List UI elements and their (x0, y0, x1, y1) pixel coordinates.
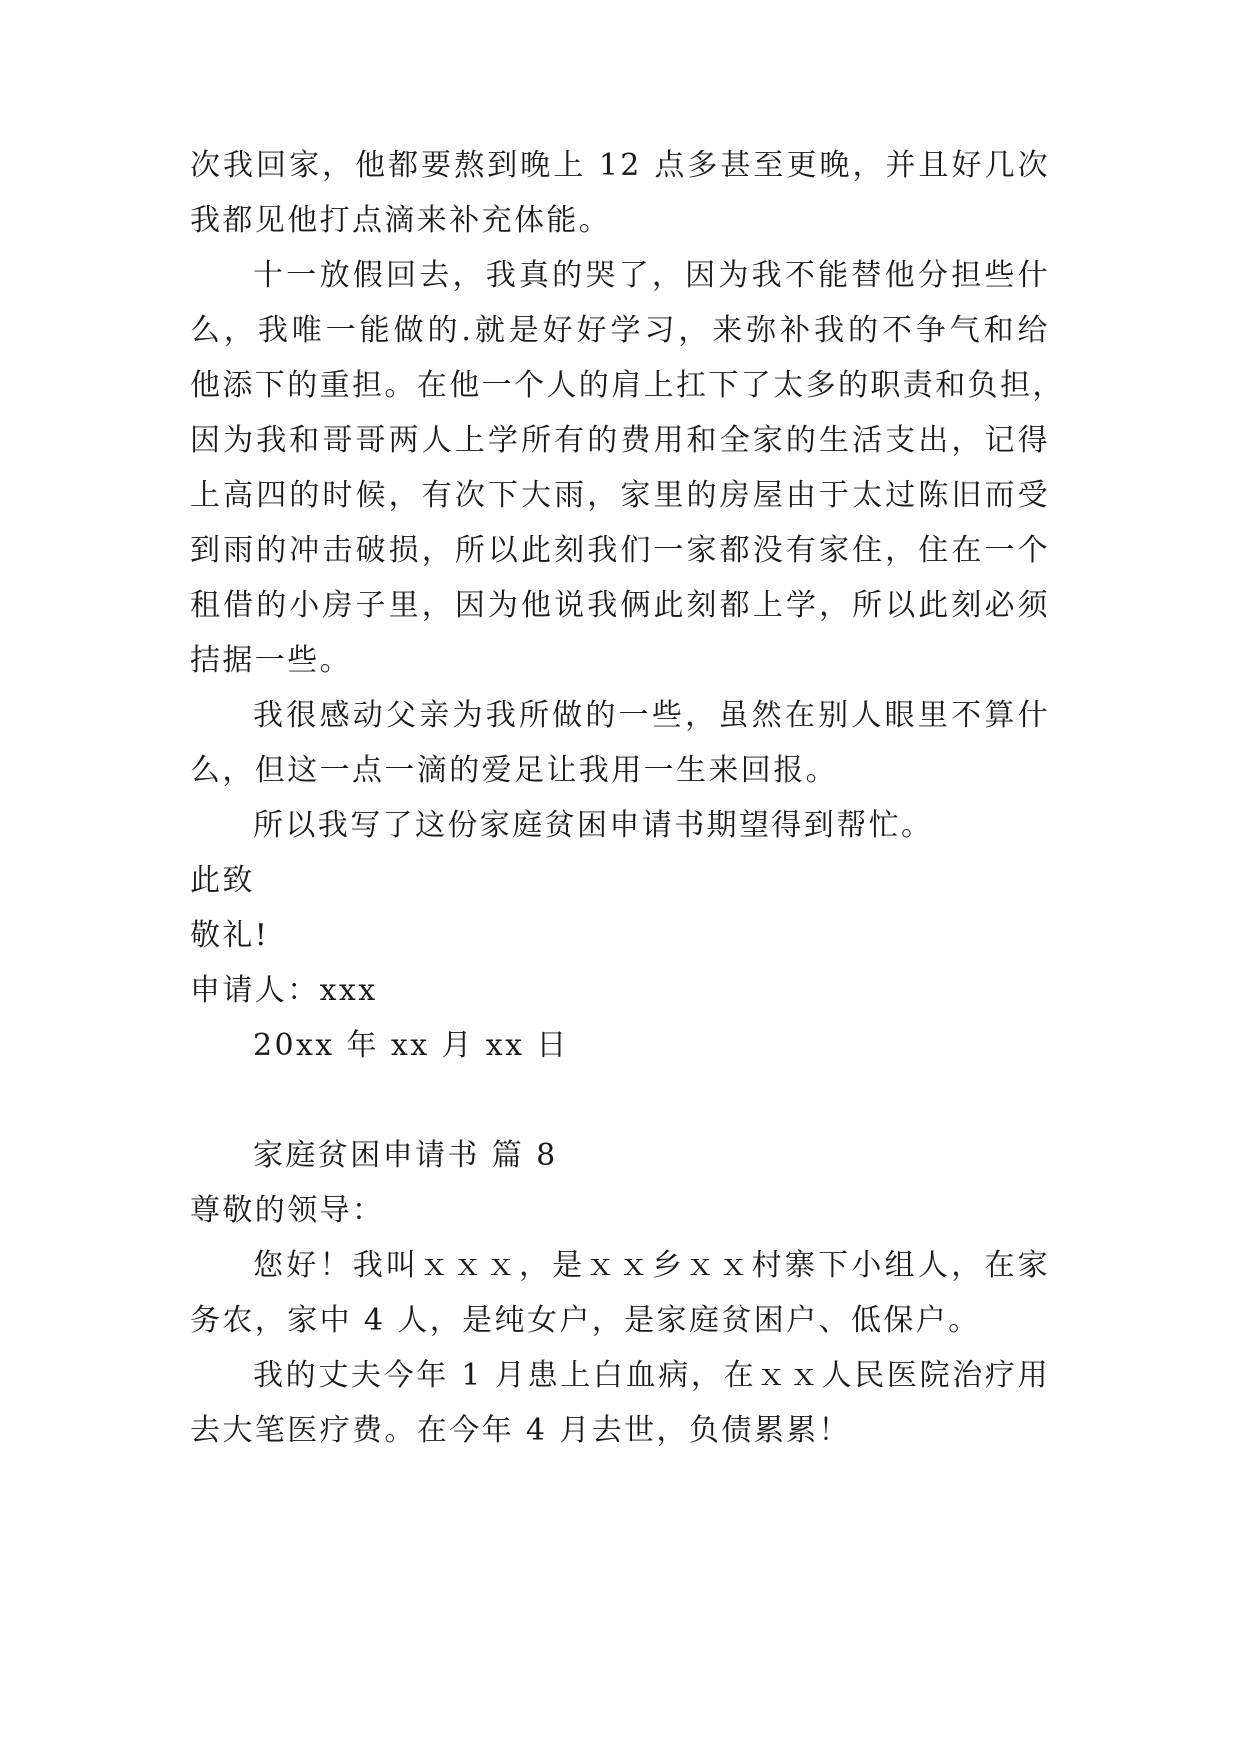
salutation-line: 尊敬的领导： (190, 1193, 385, 1228)
paragraph-line: 我很感动父亲为我所做的一些，虽然在别人眼里不算什 (253, 698, 1050, 733)
paragraph-line: 十一放假回去，我真的哭了，因为我不能替他分担些什 (253, 258, 1050, 293)
applicant-line: 申请人：xxx (190, 973, 378, 1008)
paragraph-line: 么，但这一点一滴的爱足让我用一生来回报。 (190, 753, 838, 788)
paragraph-line: 所以我写了这份家庭贫困申请书期望得到帮忙。 (253, 808, 934, 843)
paragraph-line: 拮据一些。 (190, 643, 352, 678)
closing-line: 此致 (190, 863, 255, 898)
paragraph-line: 务农，家中 4 人，是纯女户，是家庭贫困户、低保户。 (190, 1303, 981, 1338)
date-line: 20xx 年 xx 月 xx 日 (253, 1028, 569, 1063)
paragraph-line: 去大笔医疗费。在今年 4 月去世，负债累累！ (190, 1413, 851, 1448)
paragraph-line: 我的丈夫今年 1 月患上白血病，在ｘｘ人民医院治疗用 (253, 1358, 1050, 1393)
paragraph-line: 么，我唯一能做的.就是好好学习，来弥补我的不争气和给 (190, 313, 1050, 348)
paragraph-line: 上高四的时候，有次下大雨，家里的房屋由于太过陈旧而受 (190, 478, 1050, 513)
paragraph-line: 到雨的冲击破损，所以此刻我们一家都没有家住，住在一个 (190, 533, 1050, 568)
closing-line: 敬礼! (190, 918, 270, 953)
section-title: 家庭贫困申请书 篇 8 (253, 1138, 558, 1173)
paragraph-line: 您好！我叫ｘｘｘ，是ｘｘ乡ｘｘ村寨下小组人，在家 (253, 1248, 1050, 1283)
paragraph-line: 我都见他打点滴来补充体能。 (190, 203, 612, 238)
paragraph-line: 租借的小房子里，因为他说我俩此刻都上学，所以此刻必须 (190, 588, 1050, 623)
paragraph-line: 他添下的重担。在他一个人的肩上扛下了太多的职责和负担， (190, 368, 1065, 403)
paragraph-line: 因为我和哥哥两人上学所有的费用和全家的生活支出，记得 (190, 423, 1050, 458)
paragraph-line: 次我回家，他都要熬到晚上 12 点多甚至更晚，并且好几次 (190, 148, 1050, 183)
